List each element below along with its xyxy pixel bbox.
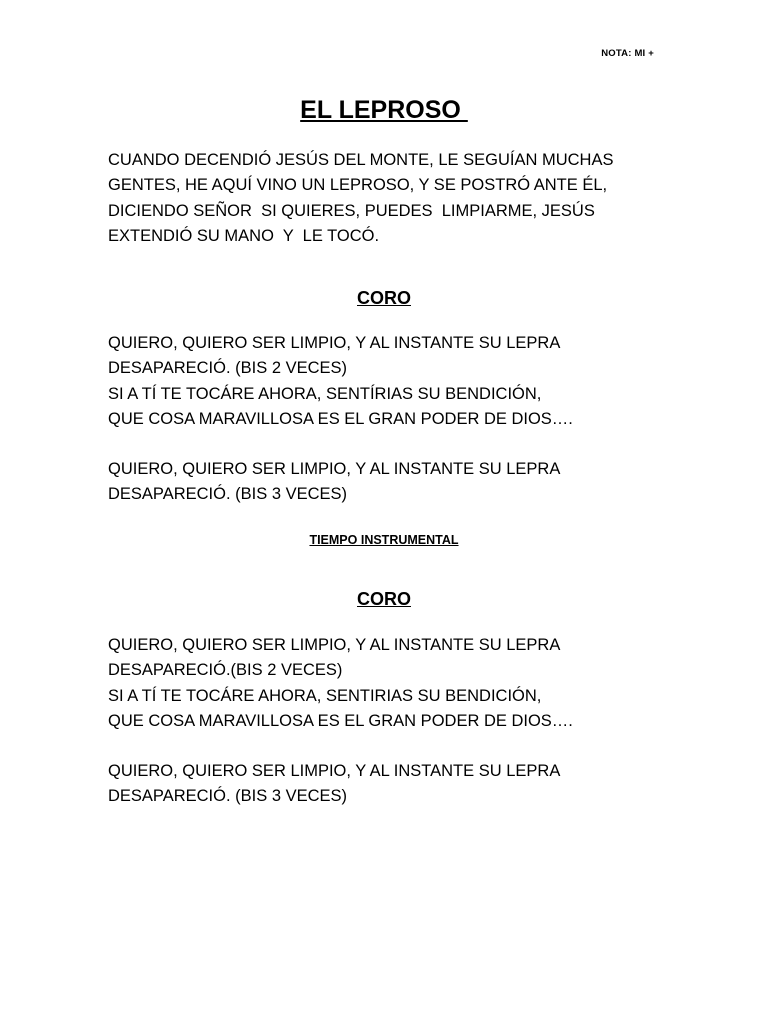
verse-line: EXTENDIÓ SU MANO Y LE TOCÓ. xyxy=(108,226,380,245)
chorus-heading: CORO xyxy=(357,589,411,609)
chorus-repeat xyxy=(108,759,708,810)
chorus-line: DESAPARECIÓ. (BIS 3 VECES) xyxy=(108,485,348,504)
chorus-line: QUIERO, QUIERO SER LIMPIO, Y AL INSTANTE SU LEPRA xyxy=(108,636,561,654)
key-note: NOTA: MI + xyxy=(601,48,654,59)
verse-block xyxy=(108,148,708,249)
verse-line: GENTES, HE AQUÍ VINO UN LEPROSO, Y SE POSTRÓ ANTE ÉL, xyxy=(108,176,608,195)
chorus-line: QUIERO, QUIERO SER LIMPIO, Y AL INSTANTE SU LEPRA xyxy=(108,334,561,352)
chorus-line: SI A TÍ TE TOCÁRE AHORA, SENTÍRIAS SU BENDICIÓN, xyxy=(108,384,542,403)
chorus-repeat xyxy=(108,457,708,508)
verse-line: CUANDO DECENDIÓ JESÚS DEL MONTE, LE SEGUÍAN MUCHAS xyxy=(108,151,614,169)
chorus-line: QUIERO, QUIERO SER LIMPIO, Y AL INSTANTE SU LEPRA xyxy=(108,762,561,780)
verse-line: DICIENDO SEÑOR SI QUIERES, PUEDES LIMPIARME, JESÚS xyxy=(108,201,595,220)
chorus-line: QUE COSA MARAVILLOSA ES EL GRAN PODER DE DIOS…. xyxy=(108,409,573,428)
chorus-line: QUIERO, QUIERO SER LIMPIO, Y AL INSTANTE SU LEPRA xyxy=(108,460,561,478)
chorus-heading: CORO xyxy=(357,288,411,308)
song-title: EL LEPROSO xyxy=(300,96,468,124)
chorus-line: QUE COSA MARAVILLOSA ES EL GRAN PODER DE DIOS…. xyxy=(108,711,573,730)
chorus-line: DESAPARECIÓ.(BIS 2 VECES) xyxy=(108,661,343,680)
interlude-heading: TIEMPO INSTRUMENTAL xyxy=(309,533,459,547)
chorus-line: DESAPARECIÓ. (BIS 2 VECES) xyxy=(108,359,348,378)
chorus-stanza xyxy=(108,633,708,734)
chorus-line: SI A TÍ TE TOCÁRE AHORA, SENTIRIAS SU BENDICIÓN, xyxy=(108,686,542,705)
chorus-line: DESAPARECIÓ. (BIS 3 VECES) xyxy=(108,787,348,806)
chorus-stanza xyxy=(108,331,708,432)
